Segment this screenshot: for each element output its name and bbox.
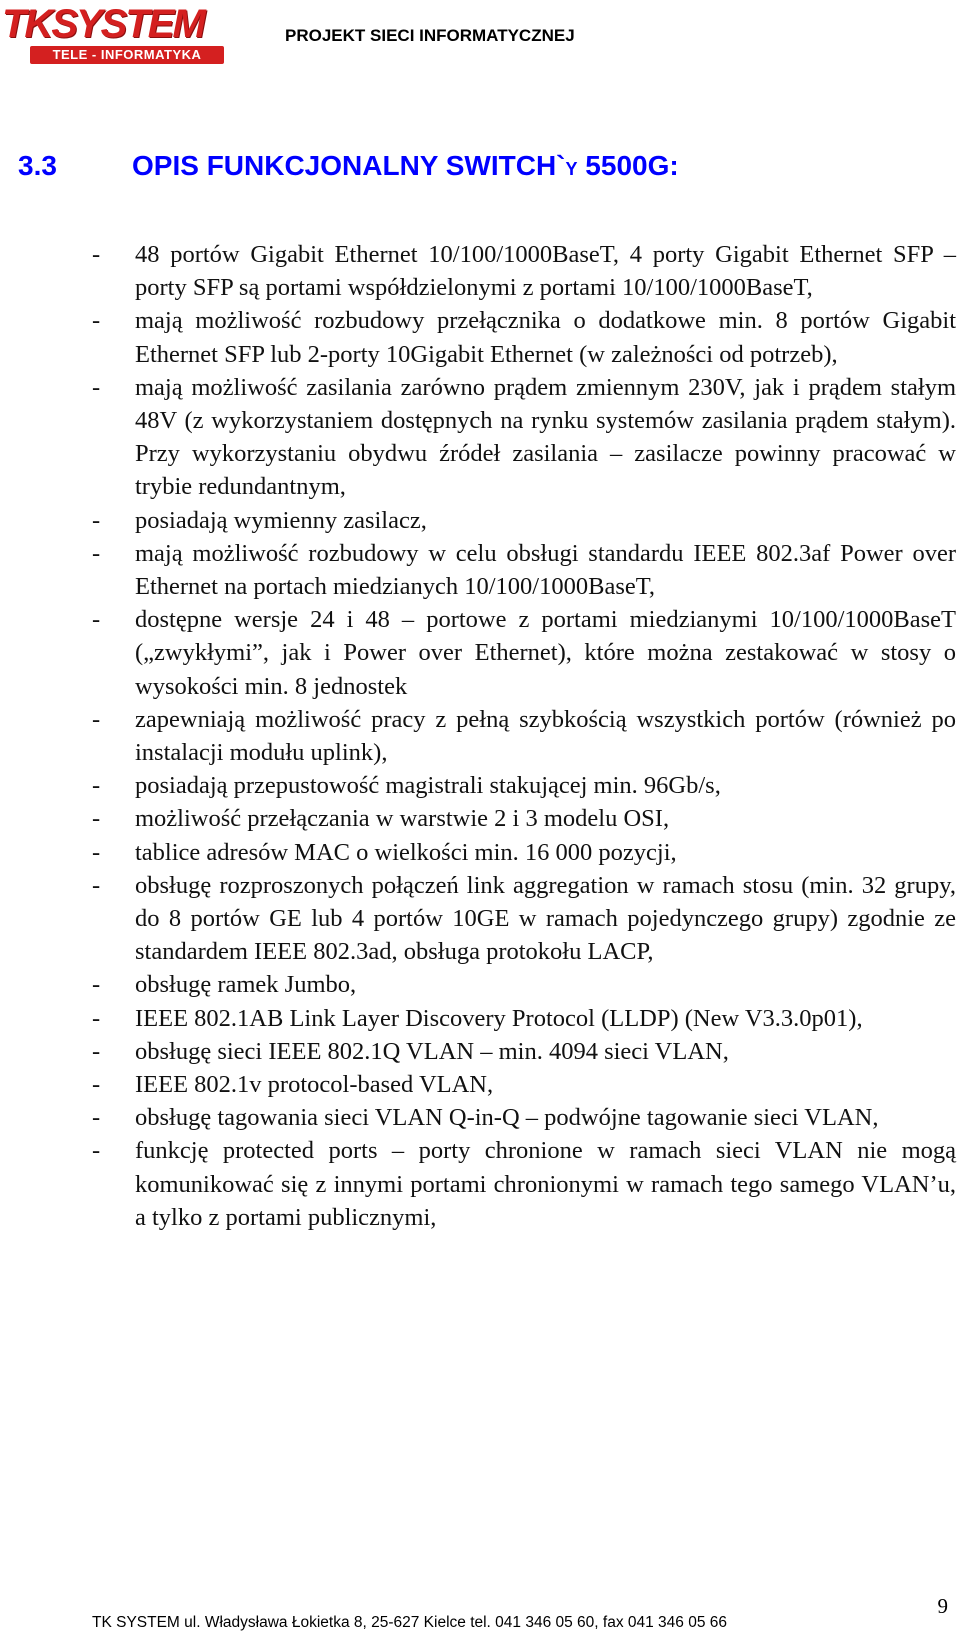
bullet-dash: - <box>92 805 101 833</box>
logo-tagline: TELE - INFORMATYKA <box>30 46 224 64</box>
list-item <box>92 371 956 504</box>
list-item-text: 48 portów Gigabit Ethernet 10/100/1000BaseT, 4 porty Gigabit Ethernet SFP – porty SFP są portami współdzielonymi z portami 10/100/1000BaseT, <box>135 241 956 302</box>
list-item-text: tablice adresów MAC o wielkości min. 16 000 pozycji, <box>135 838 677 866</box>
bullet-dash: - <box>92 1137 101 1165</box>
bullet-dash: - <box>92 1004 101 1032</box>
bullet-dash: - <box>92 772 101 800</box>
page-number: 9 <box>937 1594 948 1618</box>
bullet-dash: - <box>92 373 101 401</box>
list-item <box>92 869 956 969</box>
list-item-text: mają możliwość zasilania zarówno prądem zmiennym 230V, jak i prądem stałym 48V (z wykorzystaniem dostępnych na rynku systemów zasilania prądem stałym). Przy wykorzystaniu obydwu źródeł zasilania – zasilacze powinny pracować w trybie redundantnym, <box>135 373 956 501</box>
bullet-dash: - <box>92 1071 101 1099</box>
list-item <box>92 1002 956 1035</box>
logo-wordmark: TKSYSTEM <box>2 2 204 46</box>
header-title: PROJEKT SIECI INFORMATYCZNEJ <box>285 26 575 45</box>
section-number: 3.3 <box>18 150 57 181</box>
list-item-text: zapewniają możliwość pracy z pełną szybkością wszystkich portów (również po instalacji modułu uplink), <box>135 705 956 767</box>
bullet-dash: - <box>92 838 101 866</box>
list-item <box>92 1035 956 1068</box>
list-item <box>92 304 956 370</box>
bullet-dash: - <box>92 606 101 634</box>
list-item-text: mają możliwość rozbudowy w celu obsługi standardu IEEE 802.3af Power over Ethernet na portach miedzianych 10/100/1000BaseT, <box>135 539 956 601</box>
bullet-dash: - <box>92 307 101 335</box>
feature-list <box>92 238 956 1234</box>
list-item-text: posiadają wymienny zasilacz, <box>135 506 427 534</box>
list-item-text: obsługę tagowania sieci VLAN Q-in-Q – podwójne tagowanie sieci VLAN, <box>135 1104 879 1132</box>
section-title <box>132 150 679 181</box>
bullet-dash: - <box>92 705 101 733</box>
footer-address: TK SYSTEM ul. Władysława Łokietka 8, 25-627 Kielce tel. 041 346 05 60, fax 041 346 05 66 <box>92 1614 728 1631</box>
section-title-end: 5500G: <box>577 150 679 181</box>
list-item <box>92 769 956 802</box>
list-item <box>92 603 956 703</box>
list-item <box>92 1134 956 1234</box>
bullet-dash: - <box>92 506 101 534</box>
list-item-text: IEEE 802.1AB Link Layer Discovery Protocol (LLDP) (New V3.3.0p01), <box>135 1004 863 1032</box>
list-item-text: IEEE 802.1v protocol-based VLAN, <box>135 1071 494 1099</box>
bullet-dash: - <box>92 241 101 268</box>
list-item <box>92 968 956 1001</box>
list-item-text: mają możliwość rozbudowy przełącznika o dodatkowe min. 8 portów Gigabit Ethernet SFP lub 2-porty 10Gigabit Ethernet (w zależności od potrzeb), <box>135 307 956 368</box>
list-item <box>92 802 956 835</box>
list-item-text: dostępne wersje 24 i 48 – portowe z portami miedzianymi 10/100/1000BaseT („zwykłymi”, jak i Power over Ethernet), które można zestakować w stosy o wysokości min. 8 jednostek <box>135 606 956 700</box>
list-item-text: obsługę rozproszonych połączeń link aggregation w ramach stosu (min. 32 grupy, do 8 portów GE lub 4 portów 10GE w ramach pojedynczego grupy) zgodnie ze standardem IEEE 802.3ad, obsługa protokołu LACP, <box>135 871 956 966</box>
bullet-dash: - <box>92 871 101 899</box>
bullet-dash: - <box>92 971 101 999</box>
list-item <box>92 537 956 603</box>
list-item <box>92 703 956 769</box>
section-heading <box>18 150 679 182</box>
list-item-text: możliwość przełączania w warstwie 2 i 3 modelu OSI, <box>135 805 670 833</box>
bullet-dash: - <box>92 539 101 567</box>
section-title-small: Y <box>565 159 578 179</box>
list-item <box>92 504 956 537</box>
list-item-text: obsługę sieci IEEE 802.1Q VLAN – min. 4094 sieci VLAN, <box>135 1037 729 1065</box>
company-logo <box>0 0 228 66</box>
list-item <box>92 1101 956 1134</box>
list-item-text: obsługę ramek Jumbo, <box>135 971 357 999</box>
list-item <box>92 836 956 869</box>
bullet-dash: - <box>92 1104 101 1132</box>
section-title-main: OPIS FUNKCJONALNY SWITCH` <box>132 150 566 181</box>
list-item <box>92 238 956 304</box>
list-item-text: posiadają przepustowość magistrali stakującej min. 96Gb/s, <box>135 772 721 800</box>
list-item-text: funkcję protected ports – porty chronione w ramach sieci VLAN nie mogą komunikować się z innymi portami chronionymi w ramach tego samego VLAN’u, a tylko z portami publicznymi, <box>135 1137 956 1231</box>
list-item <box>92 1068 956 1101</box>
bullet-dash: - <box>92 1037 101 1065</box>
